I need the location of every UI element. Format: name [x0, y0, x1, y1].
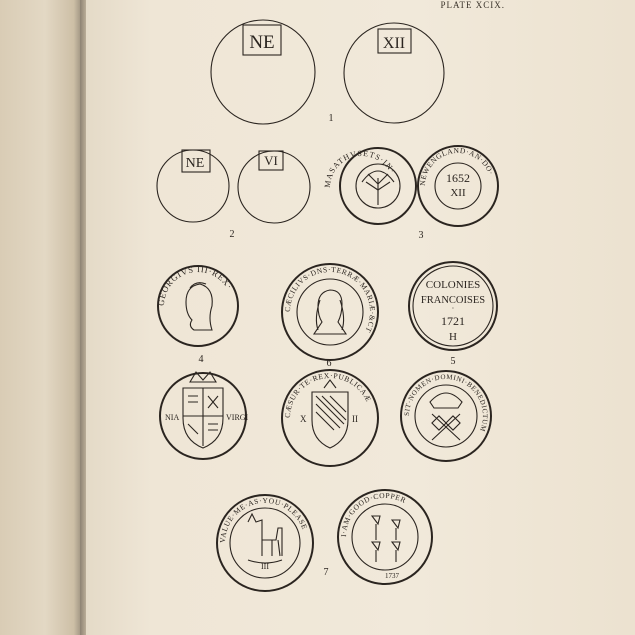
- coin-2-reverse-mark: VI: [264, 153, 278, 168]
- coin-3-reverse-value: XII: [450, 187, 466, 199]
- plate-title: PLATE XCIX.: [440, 0, 505, 10]
- coin-2-obverse: [157, 150, 229, 222]
- coin-shield-right: II: [352, 414, 358, 424]
- coin-5-dot: ·: [451, 304, 455, 313]
- coin-1-obverse-mark: NE: [249, 32, 275, 53]
- coin-5-line-4: H: [449, 331, 457, 343]
- coin-3-obverse-legend: MASATHVSETS·IN·: [322, 148, 398, 189]
- coin-5-line-1: COLONIES: [425, 279, 481, 291]
- coin-7-copper: [338, 490, 432, 584]
- coin-shield-left: X: [300, 414, 307, 424]
- figure-number-4: 4: [198, 354, 204, 365]
- coin-crown-legend: SIT·NOMEN·DOMINI·BENEDICTUM: [402, 372, 490, 433]
- coin-7-legend: VALUE·ME·AS·YOU·PLEASE: [217, 495, 310, 544]
- coin-virginia-right: VIRGI: [226, 413, 249, 422]
- coin-7-value: III: [261, 562, 269, 571]
- coin-6-legend: CÆCILIVS·DNS·TERRÆ·MARIÆ·&CT: [282, 264, 378, 335]
- figure-number-7: 7: [323, 567, 329, 578]
- coin-3-obverse: [323, 148, 416, 224]
- coin-crown-sceptres: [401, 371, 491, 461]
- coin-5-colonies: [409, 262, 497, 350]
- coin-7-copper-date: 1737: [385, 572, 399, 580]
- figure-number-3: 3: [418, 230, 424, 241]
- coin-4-legend: GEORGIVS III·REX·: [155, 263, 235, 307]
- coin-6-calvert: [282, 264, 378, 360]
- coin-1-obverse: [211, 20, 315, 124]
- coin-virginia-arms: [160, 372, 249, 459]
- coin-shield-bars: [282, 370, 378, 466]
- coin-3-reverse-date: 1652: [446, 171, 470, 185]
- coin-5-line-3: 1721: [441, 314, 465, 328]
- coin-shield-legend: CÆSUR·TE·REX·PUBLICAÆ: [282, 370, 374, 419]
- figure-number-2: 2: [229, 229, 235, 240]
- coin-7-deer: [217, 495, 313, 591]
- figure-number-6: 6: [326, 358, 332, 369]
- figure-number-5: 5: [450, 356, 456, 367]
- coin-1-reverse-mark: XII: [382, 35, 406, 52]
- coin-5-line-2: FRANCOISES: [420, 295, 486, 306]
- coin-2-reverse: [238, 151, 310, 223]
- figure-number-1: 1: [328, 113, 334, 124]
- coin-4-george: [156, 264, 238, 346]
- coin-2-obverse-mark: NE: [185, 156, 205, 171]
- coin-7-copper-legend: I·AM·GOOD·COPPER: [338, 490, 408, 538]
- coin-virginia-left: NIA: [165, 413, 180, 422]
- coin-3-reverse: [418, 146, 498, 226]
- coin-3-reverse-legend: NEWENGLAND·AN·DO·: [417, 145, 496, 187]
- coin-1-reverse: [344, 23, 444, 123]
